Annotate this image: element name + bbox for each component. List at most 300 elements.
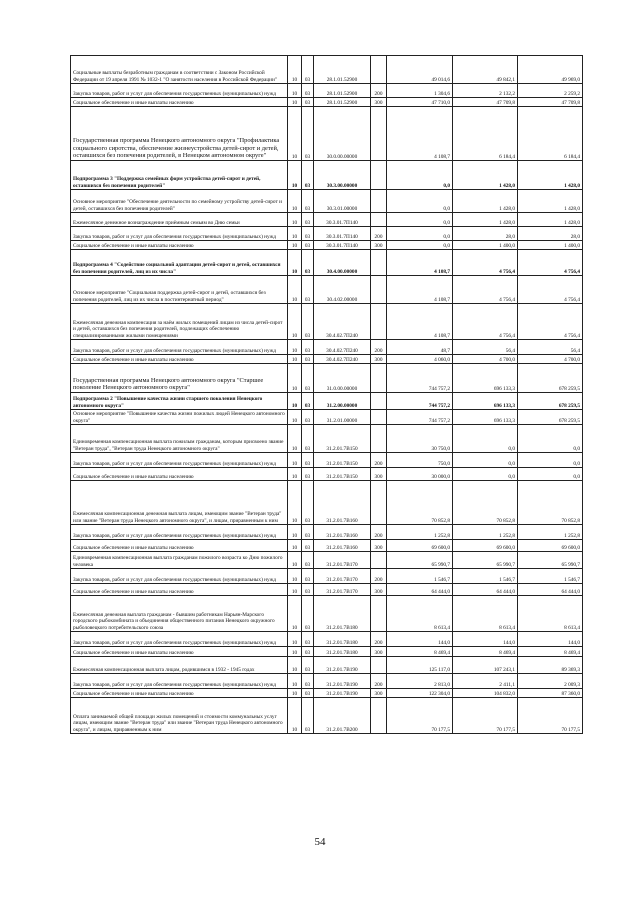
row-subsection: 03 bbox=[302, 56, 314, 84]
row-name: Ежемесячная компенсационная денежная выплата лицам, имеющим звание "Ветеран труда" или звание "Ветеран труда Ненецкого автономного округа", и лицам, приравненным к ним bbox=[71, 481, 288, 525]
row-amount-year-2: 70 177,5 bbox=[453, 698, 518, 734]
table-row bbox=[71, 410, 583, 425]
row-amount-year-3: 0,0 bbox=[518, 425, 583, 453]
row-target-article: 28.1.01.52900 bbox=[314, 84, 371, 98]
row-amount-year-2: 6 184,4 bbox=[453, 107, 518, 161]
row-amount-year-1: 65 990,7 bbox=[387, 552, 453, 569]
row-name: Социальное обеспечение и иные выплаты населению bbox=[71, 355, 288, 364]
row-amount-year-1: 8 469,4 bbox=[387, 647, 453, 657]
page-number: 54 bbox=[314, 836, 326, 848]
row-subsection: 03 bbox=[302, 657, 314, 674]
row-amount-year-1: 30 750,0 bbox=[387, 425, 453, 453]
row-target-article: 30.3.01.7П140 bbox=[314, 213, 371, 227]
row-amount-year-3: 89 369,3 bbox=[518, 657, 583, 674]
row-section: 10 bbox=[288, 213, 302, 227]
row-amount-year-3: 144,0 bbox=[518, 632, 583, 647]
row-section: 10 bbox=[288, 647, 302, 657]
row-expense-type: 200 bbox=[371, 569, 387, 584]
row-amount-year-3: 2 259,2 bbox=[518, 84, 583, 98]
row-amount-year-1: 8 613,4 bbox=[387, 596, 453, 632]
row-target-article: 30.4.02.7П240 bbox=[314, 340, 371, 355]
row-amount-year-1: 0,0 bbox=[387, 161, 453, 190]
row-amount-year-3: 1 428,0 bbox=[518, 213, 583, 227]
row-subsection: 03 bbox=[302, 647, 314, 657]
row-subsection: 03 bbox=[302, 393, 314, 410]
row-section: 10 bbox=[288, 304, 302, 340]
row-name: Подпрограмма 4 "Содействие социальной адаптации детей-сирот и детей, оставшихся без попечения родителей, лиц из их числа" bbox=[71, 250, 288, 276]
row-section: 10 bbox=[288, 84, 302, 98]
row-target-article: 31.2.00.00000 bbox=[314, 393, 371, 410]
row-expense-type bbox=[371, 410, 387, 425]
row-amount-year-3: 70 852,8 bbox=[518, 481, 583, 525]
row-expense-type: 200 bbox=[371, 84, 387, 98]
row-amount-year-2: 107 243,1 bbox=[453, 657, 518, 674]
row-section: 10 bbox=[288, 227, 302, 241]
table-row bbox=[71, 468, 583, 481]
row-name: Ежемесячная денежная выплата гражданам - бывшим работникам Нарьян-Марского городского рыбокомбината и объединения общественного питания Ненецкого окружного рыболовецкого потребительского союза bbox=[71, 596, 288, 632]
row-expense-type: 200 bbox=[371, 453, 387, 468]
row-amount-year-2: 8 469,4 bbox=[453, 647, 518, 657]
row-amount-year-3: 6 184,4 bbox=[518, 107, 583, 161]
row-section: 10 bbox=[288, 584, 302, 596]
row-amount-year-1: 1 252,8 bbox=[387, 525, 453, 540]
row-expense-type bbox=[371, 107, 387, 161]
row-amount-year-1: 2 813,0 bbox=[387, 674, 453, 689]
row-target-article: 31.0.00.00000 bbox=[314, 364, 371, 393]
row-expense-type bbox=[371, 364, 387, 393]
row-amount-year-2: 0,0 bbox=[453, 425, 518, 453]
row-section: 10 bbox=[288, 698, 302, 734]
row-expense-type bbox=[371, 190, 387, 213]
table-row bbox=[71, 453, 583, 468]
row-subsection: 03 bbox=[302, 84, 314, 98]
row-expense-type bbox=[371, 552, 387, 569]
table-row bbox=[71, 689, 583, 698]
table-row bbox=[71, 107, 583, 161]
row-expense-type bbox=[371, 250, 387, 276]
table-row bbox=[71, 213, 583, 227]
row-target-article: 31.2.01.7В200 bbox=[314, 698, 371, 734]
row-amount-year-3: 4 756,4 bbox=[518, 304, 583, 340]
row-subsection: 03 bbox=[302, 689, 314, 698]
row-target-article: 31.2.01.7В160 bbox=[314, 540, 371, 552]
row-target-article: 30.3.01.7П140 bbox=[314, 241, 371, 250]
row-target-article: 30.4.02.7П240 bbox=[314, 304, 371, 340]
row-amount-year-2: 1 546,7 bbox=[453, 569, 518, 584]
row-amount-year-1: 4 060,0 bbox=[387, 355, 453, 364]
row-subsection: 03 bbox=[302, 698, 314, 734]
row-amount-year-2: 70 852,8 bbox=[453, 481, 518, 525]
row-amount-year-3: 1 546,7 bbox=[518, 569, 583, 584]
row-subsection: 03 bbox=[302, 161, 314, 190]
row-amount-year-2: 144,0 bbox=[453, 632, 518, 647]
row-amount-year-1: 4 108,7 bbox=[387, 276, 453, 304]
row-name: Закупка товаров, работ и услуг для обеспечения государственных (муниципальных) нужд bbox=[71, 340, 288, 355]
row-expense-type: 300 bbox=[371, 468, 387, 481]
row-name: Социальное обеспечение и иные выплаты населению bbox=[71, 689, 288, 698]
row-amount-year-1: 49 014,6 bbox=[387, 56, 453, 84]
row-name: Социальное обеспечение и иные выплаты населению bbox=[71, 241, 288, 250]
row-target-article: 28.1.01.52900 bbox=[314, 56, 371, 84]
row-amount-year-3: 4 700,0 bbox=[518, 355, 583, 364]
table-row bbox=[71, 364, 583, 393]
row-target-article: 30.4.02.00000 bbox=[314, 276, 371, 304]
row-amount-year-1: 0,0 bbox=[387, 213, 453, 227]
row-section: 10 bbox=[288, 540, 302, 552]
row-amount-year-2: 69 600,0 bbox=[453, 540, 518, 552]
row-name: Социальное обеспечение и иные выплаты населению bbox=[71, 468, 288, 481]
row-amount-year-3: 4 756,4 bbox=[518, 276, 583, 304]
row-name: Ежемесячная компенсационная выплата лицам, родившимся в 1932 - 1945 годах bbox=[71, 657, 288, 674]
row-amount-year-2: 4 756,4 bbox=[453, 276, 518, 304]
row-name: Ежемесячная денежная компенсация за наём жилых помещений лицам из числа детей-сирот и детей, оставшихся без попечения родителей, подлежащих обеспечению специализированными жилыми помещениями bbox=[71, 304, 288, 340]
row-target-article: 31.2.01.7В180 bbox=[314, 647, 371, 657]
table-row bbox=[71, 657, 583, 674]
row-section: 10 bbox=[288, 468, 302, 481]
row-expense-type: 300 bbox=[371, 584, 387, 596]
row-subsection: 03 bbox=[302, 453, 314, 468]
row-amount-year-3: 8 469,4 bbox=[518, 647, 583, 657]
row-section: 10 bbox=[288, 596, 302, 632]
row-amount-year-1: 744 757,2 bbox=[387, 393, 453, 410]
row-amount-year-2: 49 842,1 bbox=[453, 56, 518, 84]
row-amount-year-3: 47 709,8 bbox=[518, 98, 583, 107]
row-name: Социальное обеспечение и иные выплаты населению bbox=[71, 98, 288, 107]
row-section: 10 bbox=[288, 340, 302, 355]
row-target-article: 31.2.01.7В170 bbox=[314, 552, 371, 569]
row-amount-year-1: 0,0 bbox=[387, 190, 453, 213]
row-target-article: 30.4.02.7П240 bbox=[314, 355, 371, 364]
table-row bbox=[71, 227, 583, 241]
row-amount-year-3: 56,4 bbox=[518, 340, 583, 355]
table-row bbox=[71, 632, 583, 647]
table-row bbox=[71, 161, 583, 190]
row-amount-year-2: 4 700,0 bbox=[453, 355, 518, 364]
row-amount-year-2: 1 428,0 bbox=[453, 190, 518, 213]
row-section: 10 bbox=[288, 453, 302, 468]
row-amount-year-1: 4 108,7 bbox=[387, 304, 453, 340]
row-subsection: 03 bbox=[302, 425, 314, 453]
row-section: 10 bbox=[288, 56, 302, 84]
row-section: 10 bbox=[288, 632, 302, 647]
row-subsection: 03 bbox=[302, 340, 314, 355]
row-subsection: 03 bbox=[302, 98, 314, 107]
table-row bbox=[71, 56, 583, 84]
row-name: Основное мероприятие "Повышение качества жизни пожилых людей Ненецкого автономного округа" bbox=[71, 410, 288, 425]
row-amount-year-1: 1 304,6 bbox=[387, 84, 453, 98]
row-subsection: 03 bbox=[302, 364, 314, 393]
row-expense-type bbox=[371, 657, 387, 674]
row-name: Основное мероприятие "Социальная поддержка детей-сирот и детей, оставшихся без попечения родителей, лиц из их числа в постинтернатный период" bbox=[71, 276, 288, 304]
table-row bbox=[71, 98, 583, 107]
row-amount-year-2: 47 709,8 bbox=[453, 98, 518, 107]
row-target-article: 31.2.01.7В190 bbox=[314, 689, 371, 698]
row-subsection: 03 bbox=[302, 304, 314, 340]
row-target-article: 30.3.01.7П140 bbox=[314, 227, 371, 241]
row-amount-year-1: 122 304,0 bbox=[387, 689, 453, 698]
row-amount-year-2: 1 428,0 bbox=[453, 213, 518, 227]
row-amount-year-2: 4 756,4 bbox=[453, 250, 518, 276]
row-amount-year-2: 56,4 bbox=[453, 340, 518, 355]
row-subsection: 03 bbox=[302, 276, 314, 304]
row-amount-year-2: 28,0 bbox=[453, 227, 518, 241]
row-subsection: 03 bbox=[302, 410, 314, 425]
budget-table bbox=[70, 55, 583, 734]
row-expense-type: 300 bbox=[371, 689, 387, 698]
row-expense-type bbox=[371, 161, 387, 190]
row-amount-year-2: 696 133,3 bbox=[453, 393, 518, 410]
row-name: Подпрограмма 2 "Повышение качества жизни старшего поколения Ненецкого автономного округа" bbox=[71, 393, 288, 410]
row-amount-year-3: 0,0 bbox=[518, 453, 583, 468]
row-amount-year-1: 69 600,0 bbox=[387, 540, 453, 552]
row-subsection: 03 bbox=[302, 227, 314, 241]
row-name: Единовременная компенсационная выплата пожилым гражданам, которым присвоено звание "Ветеран труда", "Ветеран труда Ненецкого автономного округа" bbox=[71, 425, 288, 453]
row-target-article: 31.2.01.7В170 bbox=[314, 569, 371, 584]
row-amount-year-3: 1 400,0 bbox=[518, 241, 583, 250]
row-subsection: 03 bbox=[302, 540, 314, 552]
row-expense-type: 200 bbox=[371, 227, 387, 241]
table-row bbox=[71, 481, 583, 525]
row-subsection: 03 bbox=[302, 481, 314, 525]
row-amount-year-1: 48,7 bbox=[387, 340, 453, 355]
row-section: 10 bbox=[288, 425, 302, 453]
table-row bbox=[71, 190, 583, 213]
row-amount-year-1: 0,0 bbox=[387, 227, 453, 241]
row-target-article: 30.3.01.00000 bbox=[314, 190, 371, 213]
row-section: 10 bbox=[288, 393, 302, 410]
row-amount-year-2: 1 400,0 bbox=[453, 241, 518, 250]
table-row bbox=[71, 355, 583, 364]
row-name: Закупка товаров, работ и услуг для обеспечения государственных (муниципальных) нужд bbox=[71, 84, 288, 98]
row-section: 10 bbox=[288, 569, 302, 584]
row-section: 10 bbox=[288, 481, 302, 525]
row-amount-year-1: 30 000,0 bbox=[387, 468, 453, 481]
row-amount-year-2: 696 133,3 bbox=[453, 410, 518, 425]
row-name: Закупка товаров, работ и услуг для обеспечения государственных (муниципальных) нужд bbox=[71, 525, 288, 540]
row-target-article: 30.4.00.00000 bbox=[314, 250, 371, 276]
row-target-article: 31.2.01.7В150 bbox=[314, 468, 371, 481]
row-expense-type bbox=[371, 698, 387, 734]
row-name: Социальное обеспечение и иные выплаты населению bbox=[71, 584, 288, 596]
row-expense-type: 300 bbox=[371, 241, 387, 250]
table-row bbox=[71, 525, 583, 540]
row-subsection: 03 bbox=[302, 190, 314, 213]
row-section: 10 bbox=[288, 190, 302, 213]
row-name: Закупка товаров, работ и услуг для обеспечения государственных (муниципальных) нужд bbox=[71, 632, 288, 647]
row-expense-type: 300 bbox=[371, 647, 387, 657]
table-row bbox=[71, 698, 583, 734]
row-amount-year-1: 1 546,7 bbox=[387, 569, 453, 584]
row-subsection: 03 bbox=[302, 569, 314, 584]
row-target-article: 31.2.01.7В160 bbox=[314, 481, 371, 525]
row-amount-year-1: 4 108,7 bbox=[387, 250, 453, 276]
budget-table-body bbox=[71, 56, 583, 734]
budget-table-sheet bbox=[70, 55, 582, 734]
row-amount-year-3: 87 360,0 bbox=[518, 689, 583, 698]
row-target-article: 31.2.01.7В180 bbox=[314, 596, 371, 632]
row-amount-year-1: 47 710,0 bbox=[387, 98, 453, 107]
row-target-article: 31.2.01.7В150 bbox=[314, 425, 371, 453]
row-section: 10 bbox=[288, 689, 302, 698]
row-amount-year-2: 8 613,4 bbox=[453, 596, 518, 632]
table-row bbox=[71, 340, 583, 355]
row-expense-type bbox=[371, 481, 387, 525]
row-amount-year-2: 1 252,8 bbox=[453, 525, 518, 540]
row-subsection: 03 bbox=[302, 213, 314, 227]
row-amount-year-3: 49 969,0 bbox=[518, 56, 583, 84]
row-amount-year-1: 144,0 bbox=[387, 632, 453, 647]
row-subsection: 03 bbox=[302, 241, 314, 250]
row-amount-year-2: 64 444,0 bbox=[453, 584, 518, 596]
row-target-article: 31.2.01.00000 bbox=[314, 410, 371, 425]
row-amount-year-3: 678 259,5 bbox=[518, 410, 583, 425]
table-row bbox=[71, 241, 583, 250]
row-amount-year-2: 65 990,7 bbox=[453, 552, 518, 569]
row-expense-type bbox=[371, 393, 387, 410]
row-expense-type bbox=[371, 276, 387, 304]
row-section: 10 bbox=[288, 98, 302, 107]
row-section: 10 bbox=[288, 241, 302, 250]
row-expense-type bbox=[371, 304, 387, 340]
row-target-article: 31.2.01.7В190 bbox=[314, 674, 371, 689]
row-target-article: 31.2.01.7В170 bbox=[314, 584, 371, 596]
row-expense-type: 200 bbox=[371, 632, 387, 647]
table-row bbox=[71, 569, 583, 584]
row-amount-year-2: 4 756,4 bbox=[453, 304, 518, 340]
row-target-article: 31.2.01.7В180 bbox=[314, 632, 371, 647]
row-amount-year-2: 104 832,0 bbox=[453, 689, 518, 698]
row-amount-year-2: 0,0 bbox=[453, 468, 518, 481]
table-row bbox=[71, 552, 583, 569]
row-amount-year-3: 8 613,4 bbox=[518, 596, 583, 632]
row-amount-year-2: 2 411,1 bbox=[453, 674, 518, 689]
row-expense-type: 200 bbox=[371, 525, 387, 540]
row-target-article: 30.3.00.00000 bbox=[314, 161, 371, 190]
row-section: 10 bbox=[288, 364, 302, 393]
row-expense-type: 200 bbox=[371, 340, 387, 355]
row-amount-year-2: 0,0 bbox=[453, 453, 518, 468]
row-amount-year-2: 1 428,0 bbox=[453, 161, 518, 190]
row-amount-year-3: 65 990,7 bbox=[518, 552, 583, 569]
row-name: Социальные выплаты безработным гражданам в соответствии с Законом Российской Федерации от 19 апреля 1991 № 1032-1 "О занятости населения в Российской Федерации" bbox=[71, 56, 288, 84]
row-amount-year-1: 0,0 bbox=[387, 241, 453, 250]
row-amount-year-3: 678 259,5 bbox=[518, 364, 583, 393]
row-section: 10 bbox=[288, 674, 302, 689]
row-section: 10 bbox=[288, 410, 302, 425]
row-amount-year-3: 678 259,5 bbox=[518, 393, 583, 410]
row-subsection: 03 bbox=[302, 584, 314, 596]
row-subsection: 03 bbox=[302, 632, 314, 647]
row-amount-year-1: 744 757,2 bbox=[387, 364, 453, 393]
row-subsection: 03 bbox=[302, 250, 314, 276]
row-amount-year-3: 69 600,0 bbox=[518, 540, 583, 552]
row-section: 10 bbox=[288, 107, 302, 161]
row-amount-year-3: 1 252,8 bbox=[518, 525, 583, 540]
row-section: 10 bbox=[288, 276, 302, 304]
row-amount-year-1: 64 444,0 bbox=[387, 584, 453, 596]
row-expense-type bbox=[371, 56, 387, 84]
row-subsection: 03 bbox=[302, 525, 314, 540]
row-name: Подпрограмма 3 "Поддержка семейных форм устройства детей-сирот и детей, оставшихся без попечения родителей" bbox=[71, 161, 288, 190]
row-amount-year-1: 125 117,0 bbox=[387, 657, 453, 674]
row-amount-year-3: 0,0 bbox=[518, 468, 583, 481]
table-row bbox=[71, 647, 583, 657]
table-row bbox=[71, 84, 583, 98]
row-name: Ежемесячное денежное вознаграждение приёмным семьям во Дню семьи bbox=[71, 213, 288, 227]
row-section: 10 bbox=[288, 161, 302, 190]
row-section: 10 bbox=[288, 250, 302, 276]
table-row bbox=[71, 250, 583, 276]
row-name: Социальное обеспечение и иные выплаты населению bbox=[71, 647, 288, 657]
row-target-article: 28.1.01.52900 bbox=[314, 98, 371, 107]
row-amount-year-3: 28,0 bbox=[518, 227, 583, 241]
row-name: Закупка товаров, работ и услуг для обеспечения государственных (муниципальных) нужд bbox=[71, 569, 288, 584]
row-amount-year-2: 696 133,3 bbox=[453, 364, 518, 393]
row-amount-year-1: 4 108,7 bbox=[387, 107, 453, 161]
row-expense-type: 300 bbox=[371, 98, 387, 107]
row-name: Закупка товаров, работ и услуг для обеспечения государственных (муниципальных) нужд bbox=[71, 674, 288, 689]
row-amount-year-3: 70 177,5 bbox=[518, 698, 583, 734]
row-name: Государственная программа Ненецкого автономного округа "Старшее поколение Ненецкого автономного округа" bbox=[71, 364, 288, 393]
row-amount-year-3: 1 428,0 bbox=[518, 190, 583, 213]
row-expense-type: 300 bbox=[371, 355, 387, 364]
row-target-article: 30.0.00.00000 bbox=[314, 107, 371, 161]
row-subsection: 03 bbox=[302, 107, 314, 161]
row-amount-year-3: 2 009,3 bbox=[518, 674, 583, 689]
row-subsection: 03 bbox=[302, 674, 314, 689]
row-amount-year-3: 64 444,0 bbox=[518, 584, 583, 596]
table-row bbox=[71, 425, 583, 453]
row-target-article: 31.2.01.7В190 bbox=[314, 657, 371, 674]
table-row bbox=[71, 584, 583, 596]
row-section: 10 bbox=[288, 657, 302, 674]
row-amount-year-1: 70 852,8 bbox=[387, 481, 453, 525]
row-expense-type: 200 bbox=[371, 674, 387, 689]
row-subsection: 03 bbox=[302, 552, 314, 569]
row-name: Закупка товаров, работ и услуг для обеспечения государственных (муниципальных) нужд bbox=[71, 453, 288, 468]
row-amount-year-1: 70 177,5 bbox=[387, 698, 453, 734]
row-name: Оплата занимаемой общей площади жилых помещений и стоимости коммунальных услуг лицам, имеющим звание "Ветеран труда" или звание "Ветеран труда Ненецкого автономного округа", и лицам, приравненным к ним bbox=[71, 698, 288, 734]
row-subsection: 03 bbox=[302, 468, 314, 481]
row-amount-year-3: 4 756,4 bbox=[518, 250, 583, 276]
row-name: Государственная программа Ненецкого автономного округа "Профилактика социального сиротства, обеспечение жизнеустройства детей-сирот и детей, оставшихся без попечения родителей, в Ненецком автономном округе" bbox=[71, 107, 288, 161]
row-subsection: 03 bbox=[302, 596, 314, 632]
row-amount-year-3: 1 428,0 bbox=[518, 161, 583, 190]
row-amount-year-2: 2 132,2 bbox=[453, 84, 518, 98]
row-expense-type bbox=[371, 213, 387, 227]
row-name: Социальное обеспечение и иные выплаты населению bbox=[71, 540, 288, 552]
row-expense-type: 300 bbox=[371, 540, 387, 552]
row-target-article: 31.2.01.7В150 bbox=[314, 453, 371, 468]
row-expense-type bbox=[371, 425, 387, 453]
table-row bbox=[71, 596, 583, 632]
row-name: Закупка товаров, работ и услуг для обеспечения государственных (муниципальных) нужд bbox=[71, 227, 288, 241]
row-name: Основное мероприятие "Обеспечение деятельности по семейному устройству детей-сирот и детей, оставшихся без попечения родителей" bbox=[71, 190, 288, 213]
row-section: 10 bbox=[288, 525, 302, 540]
row-amount-year-1: 744 757,2 bbox=[387, 410, 453, 425]
table-row bbox=[71, 276, 583, 304]
row-amount-year-1: 750,0 bbox=[387, 453, 453, 468]
row-target-article: 31.2.01.7В160 bbox=[314, 525, 371, 540]
table-row bbox=[71, 393, 583, 410]
table-row bbox=[71, 674, 583, 689]
table-row bbox=[71, 540, 583, 552]
table-row bbox=[71, 304, 583, 340]
row-name: Единовременная компенсационная выплата гражданам пожилого возраста ко Дню пожилого человека bbox=[71, 552, 288, 569]
row-expense-type bbox=[371, 596, 387, 632]
row-section: 10 bbox=[288, 355, 302, 364]
row-subsection: 03 bbox=[302, 355, 314, 364]
